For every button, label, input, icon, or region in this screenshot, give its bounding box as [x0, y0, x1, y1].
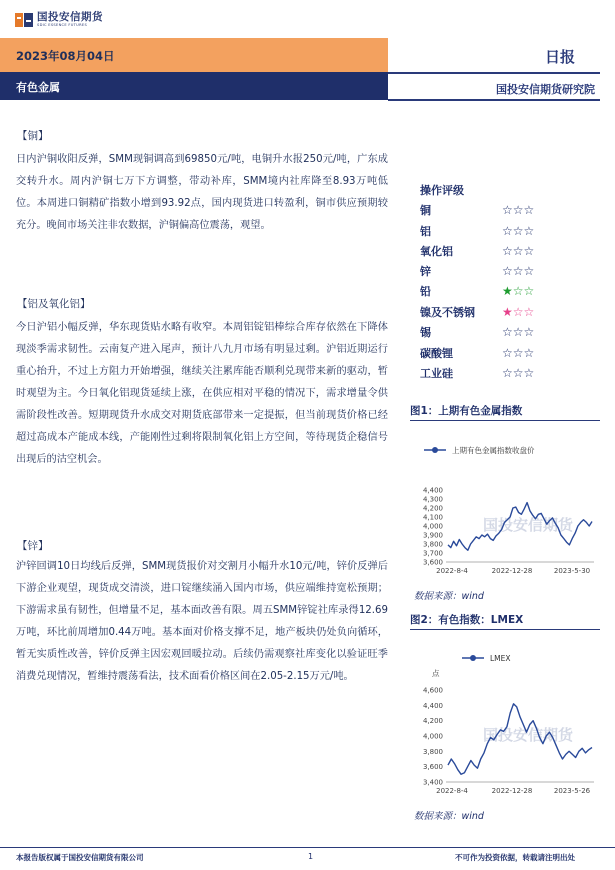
- rating-row: [420, 221, 550, 241]
- empty-star-icon: ☆: [502, 203, 513, 217]
- rating-metal: 工业硅: [420, 367, 453, 380]
- figure-2-chart: [410, 634, 600, 800]
- y-tick-label: 4,100: [422, 513, 443, 522]
- rating-stars: [502, 224, 534, 238]
- figure-1-title: 图1：上期有色金属指数: [410, 405, 523, 417]
- company-logo: [14, 10, 103, 30]
- figure-1-source: 数据来源：wind: [414, 591, 484, 602]
- empty-star-icon: ☆: [523, 244, 535, 258]
- empty-star-icon: ☆: [512, 224, 524, 238]
- y-tick-label: 4,000: [422, 522, 443, 531]
- empty-star-icon: ☆: [512, 284, 524, 298]
- header-rule-bottom: [388, 99, 600, 101]
- rating-stars: [502, 346, 534, 360]
- rating-metal: 铅: [420, 285, 431, 298]
- chart-watermark: 国投安信期货: [482, 516, 574, 534]
- page-number: 1: [308, 852, 314, 861]
- rating-metal: 碳酸锂: [420, 347, 453, 360]
- rating-metal: 锌: [420, 265, 431, 278]
- y-tick-label: 4,200: [422, 504, 443, 513]
- empty-star-icon: ☆: [523, 284, 535, 298]
- aluminum-paragraph: 今日沪铝小幅反弹，华东现货贴水略有收窄。本周铝锭铝棒综合库存依然在下降体现淡季需求韧性。云南复产进入尾声，预计八九月市场有明显过剩。沪铝近期运行重心抬升，不过上方阻力开始增强，继续关注累库能否顺利兑现带来新的驱动，暂时观望为主。今日氧化铝现货延续上涨，在供应相对平稳的情况下，需求增量令供需阶段性改善。短期现货升水成交对期货底部带来一定提振，但当前现货价格已经超过高成本产能成本线，产能刚性过剩将限制氧化铝上方空间，等待现货企稳信号出现后的沽空机会。: [16, 322, 388, 465]
- y-tick-label: 4,000: [422, 732, 443, 741]
- unit-label: 点: [432, 669, 440, 678]
- sector-label: 有色金属: [16, 81, 60, 94]
- rating-stars: [502, 305, 534, 319]
- legend-label: 上期有色金属指数收盘价: [452, 446, 535, 455]
- aluminum-heading: 【铝及氧化铝】: [17, 298, 91, 310]
- empty-star-icon: ☆: [512, 203, 524, 217]
- empty-star-icon: ☆: [512, 366, 524, 380]
- y-tick-label: 3,400: [422, 778, 443, 787]
- rating-row: [420, 261, 550, 281]
- y-tick-label: 4,400: [422, 486, 443, 495]
- empty-star-icon: ☆: [523, 346, 535, 360]
- y-tick-label: 3,900: [422, 531, 443, 540]
- empty-star-icon: ☆: [502, 224, 513, 238]
- y-tick-label: 3,800: [422, 540, 443, 549]
- y-tick-label: 3,600: [422, 763, 443, 772]
- figure-2-rule: [410, 629, 600, 630]
- y-tick-label: 3,800: [422, 747, 443, 756]
- rating-stars: [502, 366, 534, 380]
- report-type: 日报: [545, 48, 576, 66]
- legend-marker: [470, 655, 476, 661]
- x-tick-label: 2022-8-4: [436, 567, 468, 575]
- rating-metal: 镍及不锈钢: [420, 306, 475, 319]
- rating-stars: [502, 244, 534, 258]
- figure-2-source: 数据来源：wind: [414, 811, 484, 822]
- rating-metal: 氧化铝: [420, 245, 453, 258]
- empty-star-icon: ☆: [523, 264, 535, 278]
- logo-name: 国投安信期货: [37, 11, 103, 24]
- empty-star-icon: ☆: [523, 224, 535, 238]
- rating-title: 操作评级: [420, 184, 464, 197]
- report-date: 2023年08月04日: [16, 49, 115, 63]
- x-tick-label: 2022-12-28: [491, 787, 533, 795]
- research-institute: 国投安信期货研究院: [496, 83, 595, 96]
- empty-star-icon: ☆: [512, 244, 524, 258]
- chart-watermark: 国投安信期货: [482, 726, 574, 744]
- y-tick-label: 4,300: [422, 495, 443, 504]
- empty-star-icon: ☆: [512, 325, 524, 339]
- rating-metal: 铜: [420, 204, 431, 217]
- empty-star-icon: ☆: [523, 203, 535, 217]
- copper-heading: 【铜】: [17, 130, 49, 142]
- empty-star-icon: ☆: [523, 325, 535, 339]
- rating-metal: 锡: [420, 326, 431, 339]
- empty-star-icon: ☆: [502, 325, 513, 339]
- rating-row: [420, 363, 550, 383]
- figure-1-chart: [410, 428, 600, 580]
- rating-row: [420, 302, 550, 322]
- rating-metal: 铝: [420, 225, 431, 238]
- figure-1-rule: [410, 420, 600, 421]
- y-tick-label: 4,600: [422, 686, 443, 695]
- y-tick-label: 3,700: [422, 549, 443, 558]
- empty-star-icon: ☆: [512, 346, 524, 360]
- x-tick-label: 2022-12-28: [491, 567, 533, 575]
- zinc-heading: 【锌】: [17, 540, 49, 552]
- legend-marker: [432, 447, 438, 453]
- rating-stars: [502, 203, 534, 217]
- empty-star-icon: ☆: [523, 366, 535, 380]
- zinc-paragraph: 沪锌回调10日均线后反弹，SMM现货报价对交割月小幅升水10元/吨，锌价反弹后下游企业观望，现货成交清淡，进口锭继续涌入国内市场，供应端维持宽松预期；下游需求虽有韧性，但增量不足，基本面改善有限。周五SMM锌锭社库录得12.69万吨，环比前周增加0.44万吨。基本面对价格支撑不足，地产板块仍处负向循环，暂无实质性改善，锌价反弹主因宏观回暖拉动。后续仍需观察社库变化以验证旺季消费兑现情况，暂维持震荡看法，技术面看价格区间在2.05-2.15万元/吨。: [16, 561, 388, 682]
- empty-star-icon: ☆: [512, 264, 524, 278]
- rating-stars: [502, 264, 534, 278]
- logo-english-name: SDIC ESSENCE FUTURES: [37, 22, 88, 27]
- rating-row: [420, 200, 550, 220]
- x-tick-label: 2022-8-4: [436, 787, 468, 795]
- figure-2-title: 图2：有色指数：LMEX: [410, 614, 524, 626]
- y-tick-label: 4,400: [422, 701, 443, 710]
- empty-star-icon: ☆: [523, 305, 535, 319]
- rating-row: [420, 343, 550, 363]
- header-rule-top: [388, 72, 600, 74]
- footer-copyright: 本报告版权属于国投安信期货有限公司: [16, 853, 144, 862]
- logo-mark-icon: [14, 11, 34, 29]
- footer-rule: [0, 847, 615, 848]
- y-tick-label: 3,600: [422, 558, 443, 567]
- rating-row: [420, 241, 550, 261]
- rating-row: [420, 322, 550, 342]
- y-tick-label: 4,200: [422, 717, 443, 726]
- empty-star-icon: ☆: [502, 366, 513, 380]
- empty-star-icon: ☆: [512, 305, 524, 319]
- x-tick-label: 2023-5-30: [553, 567, 591, 575]
- footer-disclaimer: 不可作为投资依据，转载请注明出处: [455, 853, 575, 862]
- rating-stars: [502, 325, 534, 339]
- filled-star-icon: ★: [502, 305, 513, 319]
- date-band: [0, 38, 388, 72]
- rating-stars: [502, 284, 534, 298]
- legend-label: LMEX: [490, 654, 511, 663]
- empty-star-icon: ☆: [502, 244, 513, 258]
- x-tick-label: 2023-5-26: [553, 787, 591, 795]
- empty-star-icon: ☆: [502, 264, 513, 278]
- filled-star-icon: ★: [502, 284, 513, 298]
- sector-band: [0, 72, 388, 100]
- empty-star-icon: ☆: [502, 346, 513, 360]
- copper-paragraph: 日内沪铜收阳反弹，SMM现铜调高到69850元/吨，电铜升水报250元/吨，广东成交转升水。周内沪铜七万下方调整，带动补库，SMM境内社库降至8.93万吨低位。本周进口铜精矿指数小增到93.92点，国内现货进口转盈利，铜市供应预期较充分。晚间市场关注非农数据，沪铜偏高位震荡，观望。: [16, 154, 388, 231]
- rating-row: [420, 281, 550, 301]
